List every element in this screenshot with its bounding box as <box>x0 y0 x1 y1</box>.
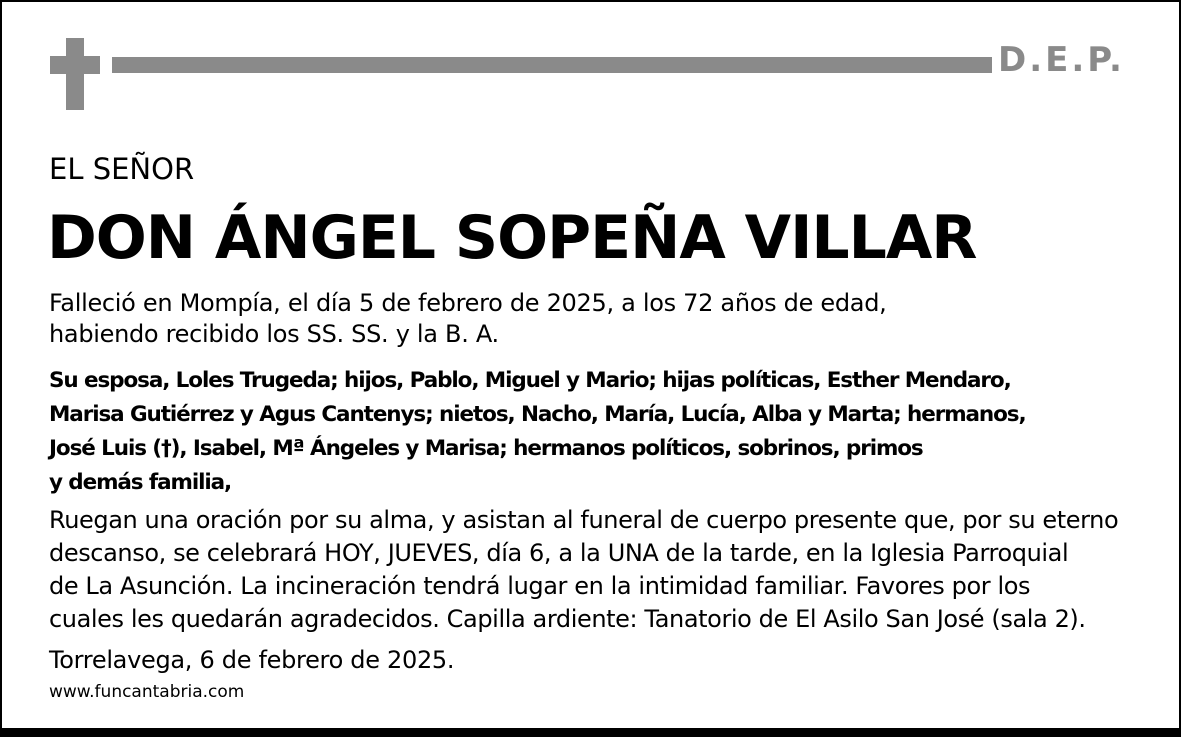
death-notice-line: habiendo recibido los SS. SS. y la B. A. <box>49 320 499 348</box>
family-list <box>49 364 1026 500</box>
death-notice-line: Falleció en Mompía, el día 5 de febrero de 2025, a los 72 años de edad, <box>49 289 887 317</box>
honorific: EL SEÑOR <box>49 152 195 186</box>
death-notice <box>49 288 886 350</box>
cross-horizontal-bar <box>50 56 100 74</box>
family-line: José Luis (†), Isabel, Mª Ángeles y Marisa; hermanos políticos, sobrinos, primos <box>49 436 923 461</box>
funeral-line: cuales les quedarán agradecidos. Capilla ardiente: Tanatorio de El Asilo San José (sala 2). <box>49 605 1086 633</box>
header-rule <box>112 57 992 73</box>
place-date: Torrelavega, 6 de febrero de 2025. <box>49 646 455 674</box>
deceased-name: DON ÁNGEL SOPEÑA VILLAR <box>47 203 977 273</box>
family-line: y demás familia, <box>49 470 232 495</box>
funeral-line: descanso, se celebrará HOY, JUEVES, día 6, a la UNA de la tarde, en la Iglesia Parroquial <box>49 539 1069 567</box>
dep-label: D.E.P. <box>998 40 1125 80</box>
funeral-line: de La Asunción. La incineración tendrá lugar en la intimidad familiar. Favores por los <box>49 572 1031 600</box>
family-line: Su esposa, Loles Trugeda; hijos, Pablo, Miguel y Mario; hijas políticas, Esther Mendaro, <box>49 368 1011 393</box>
website-link[interactable]: www.funcantabria.com <box>49 682 245 702</box>
latin-cross-icon <box>50 38 100 110</box>
family-line: Marisa Gutiérrez y Agus Cantenys; nietos, Nacho, María, Lucía, Alba y Marta; hermanos, <box>49 402 1026 427</box>
cross-vertical-bar <box>66 38 84 110</box>
funeral-line: Ruegan una oración por su alma, y asistan al funeral de cuerpo presente que, por su eterno <box>49 506 1119 534</box>
funeral-details <box>49 504 1118 636</box>
